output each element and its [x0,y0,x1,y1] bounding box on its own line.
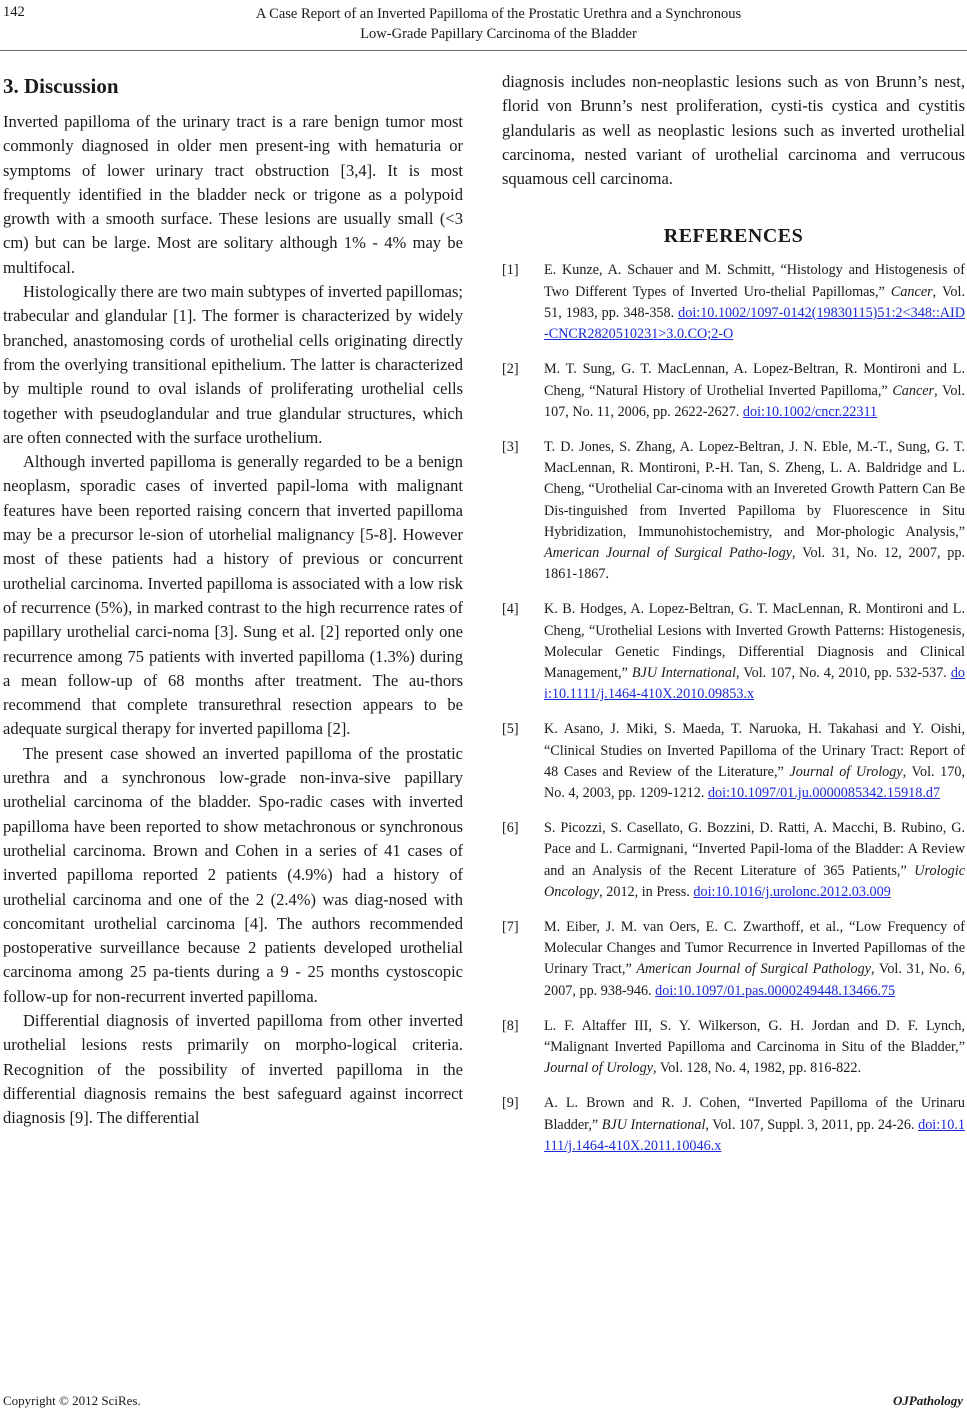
reference-journal: Urologic Oncology [544,862,965,900]
reference-text: S. Picozzi, S. Casellato, G. Bozzini, D. Ratti, A. Macchi, B. Rubino, G. Pace and L. Carmignani, “Inverted Papil-loma of the Bladder: A Review and an Analysis of the Recent Literature of 365 Patients,” [544,820,965,879]
paragraph-continued: diagnosis includes non-neoplastic lesions such as von Brunn’s nest, florid von Brunn’s nest proliferation, cysti-tis cystica and cystitis glandularis as well as neoplastic lesions such as inverted urothelial carcinoma, nested variant of urothelial carcinoma and verrucous squamous cell carcinoma. [502,72,965,189]
reference-number: [8] [502,1017,519,1034]
copyright: Copyright © 2012 SciRes. [3,1393,141,1408]
reference-journal: Journal of Urology [544,1060,654,1077]
reference-item [502,359,965,423]
reference-number: [6] [502,820,519,837]
reference-journal: BJU International [601,1116,706,1133]
paragraph-5: Differential diagnosis of inverted papilloma from other inverted urothelial lesions rests primarily on morpho-logical criteria. Recognition of the possibility of inverted papilloma in the differential diagnosis remains the best safeguard against incorrect diagnosis [9]. The differential [3,1010,463,1128]
reference-item [502,1093,965,1157]
paragraph-2: Histologically there are two main subtypes of inverted papillomas; trabecular and glandular [1]. The former is characterized by widely branched, anastomosing cords of urothelial cells originating directly from the overlying transitional epithelium. The latter is characterized by multiple round to oval islands of proliferating urothelial cells together with pseudoglandular and true glandular structures, which are often connected with the surface urothelium. [3,282,463,447]
reference-text: E. Kunze, A. Schauer and M. Schmitt, “Histology and Histogenesis of Two Different Types of Inverted Uro-thelial Papillomas,” [544,262,965,300]
doi-link[interactable]: doi:10.1002/cncr.22311 [742,403,878,420]
reference-journal: BJU International [631,664,736,681]
running-title-line-2: Low-Grade Papillary Carcinoma of the Bladder [360,26,637,42]
left-column [3,70,463,1130]
reference-item [502,599,965,705]
reference-item [502,1016,965,1080]
paragraph-1: Inverted papilloma of the urinary tract is a rare benign tumor most commonly diagnosed in older men present-ing with hematuria or symptoms of lower urinary tract obstruction [3,4]. It is most frequently identified in the bladder neck or trigone as a polypoid growth with a smooth surface. These lesions are usually small (<3 cm) but can be large. Most are solitary although 1% - 4% may be multifocal. [3,112,463,277]
doi-link[interactable]: doi:10.1002/1097-0142(19830115)51:2<348::AID-CNCR2820510231>3.0.CO;2-O [544,304,966,343]
reference-journal: Cancer [890,283,933,300]
reference-item [502,437,965,585]
page-number: 142 [3,4,25,20]
reference-details: , Vol. 107, No. 4, 2010, pp. 532-537. [735,664,947,681]
section-title: 3. Discussion [3,74,119,98]
reference-number: [5] [502,721,519,738]
running-title [30,4,967,44]
reference-details: , Vol. 31, No. 12, 2007, pp. 1861-1867. [544,544,965,583]
reference-details: , 2012, in Press. [599,883,690,900]
doi-link[interactable]: doi:10.1097/01.pas.0000249448.13466.75 [655,982,896,999]
reference-text: M. T. Sung, G. T. MacLennan, A. Lopez-Beltran, R. Montironi and L. Cheng, “Natural History of Urothelial Inverted Papilloma,” [544,361,965,399]
reference-text: T. D. Jones, S. Zhang, A. Lopez-Beltran, J. N. Eble, M.-T., Sung, G. T. MacLennan, R. Montironi, P.-H. Tan, S. Zheng, L. A. Baldridge and L. Cheng, “Urothelial Car-cinoma with an Invereted Growth Pattern Can Be Dis-tinguished from Inverted Papilloma by Fluorescence in Situ Hybridization, Immunohistochemistry, and Mor-phologic Analysis,” [544,438,965,540]
reference-number: [9] [502,1095,519,1112]
doi-link[interactable]: doi:10.1111/j.1464-410X.2011.10046.x [544,1116,965,1154]
reference-number: [4] [502,601,519,618]
running-title-line-1: A Case Report of an Inverted Papilloma of the Prostatic Urethra and a Synchronous [255,6,742,22]
reference-details: , Vol. 170, No. 4, 2003, pp. 1209-1212. [544,763,966,801]
reference-text: K. Asano, J. Miki, S. Maeda, T. Naruoka, H. Takahasi and Y. Oishi, “Clinical Studies on Inverted Papilloma of the Urinary Tract: Report of 48 Cases and Review of the Literature,” [544,721,965,780]
reference-details: , Vol. 51, 1983, pp. 348-358. [544,283,966,321]
reference-number: [7] [502,918,519,935]
reference-details: , Vol. 128, No. 4, 1982, pp. 816-822. [653,1060,861,1077]
reference-details: , Vol. 107, No. 11, 2006, pp. 2622-2627. [544,382,965,420]
reference-number: [3] [502,438,519,455]
reference-journal: American Journal of Surgical Patho-logy [544,544,793,561]
doi-link[interactable]: doi:10.1111/j.1464-410X.2010.09853.x [544,664,965,703]
reference-text: M. Eiber, J. M. van Oers, E. C. Zwarthoff, et al., “Low Frequency of Molecular Changes and Tumor Recurrence in Inverted Papillomas of the Urinary Tract,” [544,918,965,978]
reference-item [502,719,965,804]
reference-journal: Cancer [892,382,935,399]
references-list [502,260,965,1157]
reference-item [502,818,965,903]
journal-name: OJPathology [892,1393,963,1408]
reference-journal: Journal of Urology [789,763,903,780]
references-title: REFERENCES [663,225,804,248]
reference-text: K. B. Hodges, A. Lopez-Beltran, G. T. MacLennan, R. Montironi and L. Cheng, “Urothelial Lesions with Inverted Growth Patterns: Histogenesis, Molecular Genetic Findings, Differential Diagnosis and Clinical Management,” [544,601,965,681]
doi-link[interactable]: doi:10.1097/01.ju.0000085342.15918.d7 [707,784,941,801]
paragraph-4: The present case showed an inverted papilloma of the prostatic urethra and a synchronous low-grade non-inva-sive papillary urothelial carcinoma of the bladder. Spo-radic cases with inverted papilloma have been reported to show metachronous or synchronous urothelial carcinoma. Brown and Cohen in a series of 41 cases of inverted papilloma reported 2 patients (4.9%) had a history of urothelial carcinoma and one of the 2 (2.4%) was diag-nosed with concomitant urothelial carcinoma [4]. The authors recommended postoperative surveillance because 2 patients developed urothelial carcinoma among 25 pa-tients during a 9 - 25 months cystoscopic follow-up for non-recurrent inverted papilloma. [3,743,463,1006]
reference-details: , Vol. 31, No. 6, 2007, pp. 938-946. [544,961,965,999]
reference-text: A. L. Brown and R. J. Cohen, “Inverted Papilloma of the Urinaru Bladder,” [544,1095,965,1133]
reference-details: , Vol. 107, Suppl. 3, 2011, pp. 24-26. [705,1116,915,1133]
reference-item [502,260,965,345]
right-column [502,70,965,1171]
reference-number: [2] [502,361,519,378]
reference-text: L. F. Altaffer III, S. Y. Wilkerson, G. H. Jordan and D. F. Lynch, “Malignant Inverted Papilloma and Carcinoma in Situ of the Bladder,” [544,1017,965,1055]
reference-item [502,917,965,1002]
reference-number: [1] [502,262,519,279]
paragraph-3: Although inverted papilloma is generally regarded to be a benign neoplasm, sporadic cases of inverted papil-loma with malignant features have been reported raising concern that inverted papilloma may be a precursor le-sion of utorhelial malignancy [5-8]. However most of these patients had a history of previous or concurrent urothelial carcinoma. Inverted papilloma is associated with a low risk of recurrence (5%), in marked contrast to the high recurrence rates of papillary urothelial carci-noma [3]. Sung et al. [2] reported only one recurrence among 75 patients with inverted papilloma (1.3%) during a mean follow-up of 68 months after treatment. The au-thors recommend that complete transurethral resection appears to be adequate surgical therapy for inverted papilloma [2]. [3,452,463,739]
page-header [0,0,967,51]
reference-journal: American Journal of Surgical Pathology [636,961,871,978]
doi-link[interactable]: doi:10.1016/j.urolonc.2012.03.009 [693,883,891,900]
